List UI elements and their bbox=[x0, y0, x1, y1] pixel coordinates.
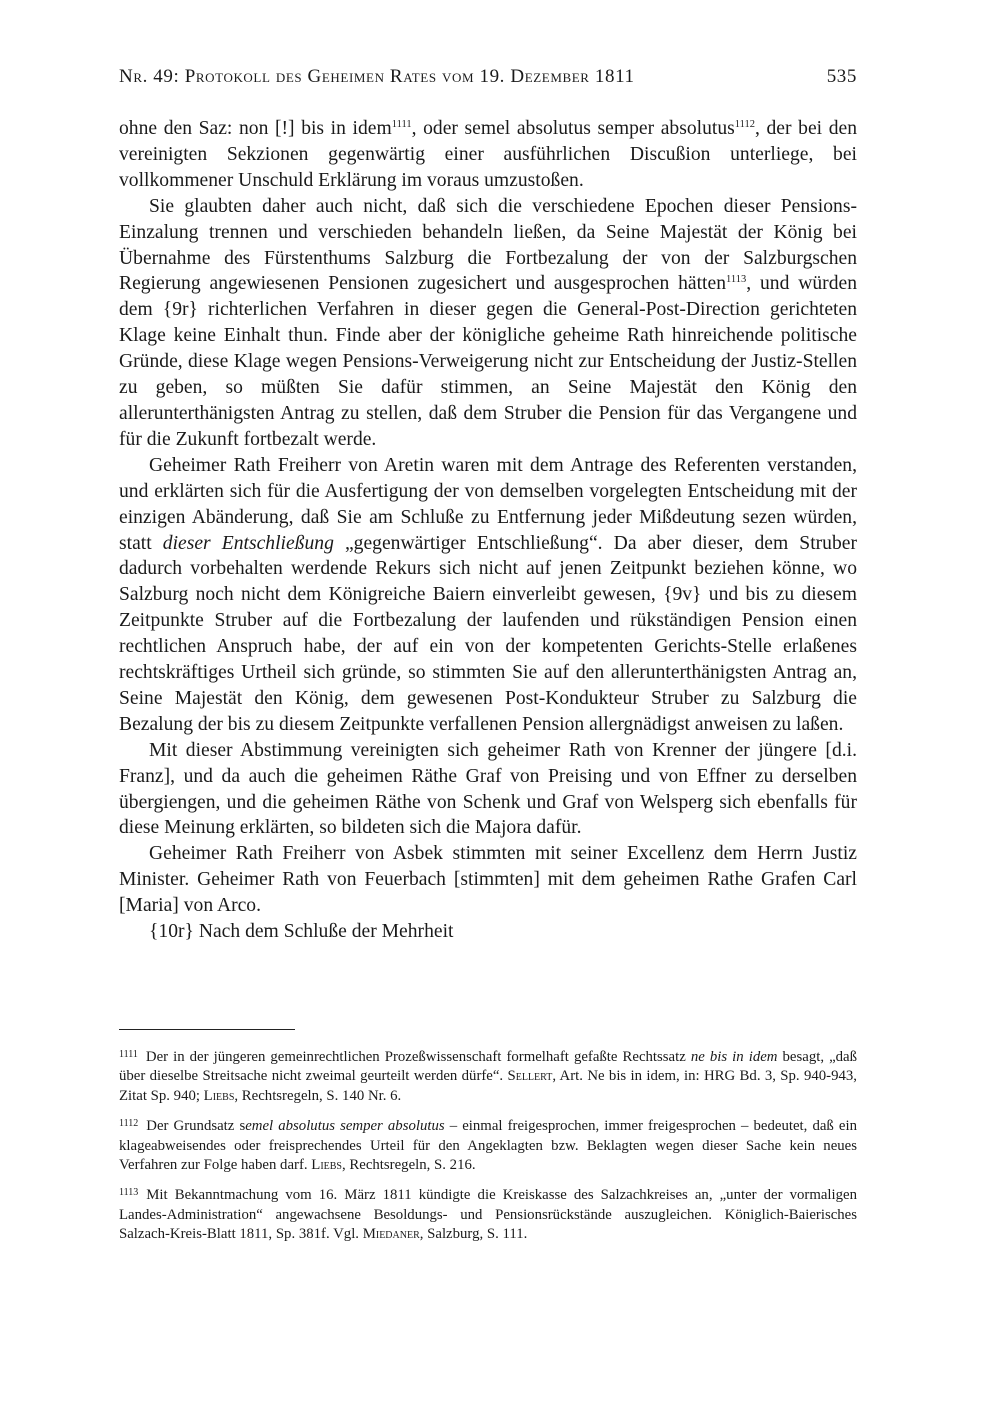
italic-term: emel absolutus semper absolutus bbox=[245, 1118, 445, 1135]
text-run: , Salzburg, S. 111. bbox=[419, 1226, 528, 1243]
author-name: Sellert bbox=[507, 1068, 553, 1085]
text-run: Der Grundsatz s bbox=[146, 1118, 246, 1135]
paragraph-5: Geheimer Rath Freiherr von Asbek stimmten mit seiner Excellenz dem Herrn Justiz Minister. Geheimer Rath von Feuerbach [stimmten] mit dem geheimen Rathe Grafen Carl [Maria] von Arco. bbox=[119, 843, 857, 917]
text-run: ohne den Saz: non [!] bis in idem bbox=[119, 118, 392, 139]
footnote-ref-1111[interactable]: 1111 bbox=[391, 119, 412, 130]
footnote-1112 bbox=[119, 1114, 857, 1175]
paragraph-1 bbox=[119, 116, 857, 194]
paragraph-6: {10r} Nach dem Schluße der Mehrheit bbox=[149, 921, 454, 943]
text-run: Der in der jüngeren gemeinrechtlichen Prozeßwissenschaft formelhaft gefaßte Rechtssatz bbox=[145, 1049, 691, 1065]
footnote-number: 1113 bbox=[119, 1187, 139, 1199]
author-name: Liebs bbox=[311, 1157, 342, 1174]
text-run: , oder semel absolutus semper absolutus bbox=[411, 118, 735, 139]
footnote-number: 1112 bbox=[119, 1118, 139, 1130]
text-run: besagt, „daß über dieselbe Streitsache nicht zweimal geurteilt werden dürfe“. bbox=[119, 1049, 857, 1085]
author-name: Liebs bbox=[203, 1087, 235, 1104]
text-run: Mit Bekanntmachung vom 16. März 1811 kündigte die Kreiskasse des Salzachkreises an, „unter der vormaligen Landes-Administration“ angewachsene Besoldungs- und Pensionsrückstände auszugleichen. Königlich-Baierisches Salzach-Kreis-Blatt 1811, Sp. 381f. Vgl. bbox=[119, 1187, 857, 1243]
footnote-divider bbox=[119, 1029, 295, 1030]
text-run: Geheimer Rath Freiherr von Aretin waren mit dem Antrage des Referenten verstanden, und erklärten sich für die Ausfertigung der von demselben vorgelegten Entscheidung mit der einzigen Abänderung, daß Sie am Schluße zu Entfernung jeder Mißdeutung sezen würden, statt bbox=[119, 454, 857, 554]
text-run: , Rechtsregeln, S. 140 Nr. 6. bbox=[234, 1087, 402, 1104]
footnote-1111 bbox=[119, 1045, 857, 1106]
page-number: 535 bbox=[826, 66, 857, 87]
running-head bbox=[119, 66, 857, 94]
text-run: , und würden dem {9r} richterlichen Verfahren in dieser gegen die General-Post-Direction gerichteten Klage keine Einhalt thun. Finde aber der königliche geheime Rath hinreichende politische Gründe, diese Klage wegen Pensions-Verweigerung nicht zur Entscheidung der Justiz-Stellen zu geben, so müßten Sie dafür stimmen, an Seine Majestät den König den allerunterthänigsten Antrag zu stellen, daß dem Struber die Pension für das Vergangene und für die Zukunft fortbezalt werde. bbox=[119, 273, 857, 450]
footnote-1113 bbox=[119, 1183, 857, 1244]
italic-quote: dieser Entschließung bbox=[162, 532, 334, 554]
text-run: Sie glaubten daher auch nicht, daß sich die verschiedene Epochen dieser Pensions-Einzalung trennen und verschieden behandeln ließen, da Seine Majestät der König bei Übernahme des Fürstenthums Salzburg die Fortbezalung der von der Salzburgschen Regierung angewiesenen Pensionen zugesichert und ausgesprochen hätten bbox=[119, 195, 857, 295]
footnote-ref-1113[interactable]: 1113 bbox=[726, 274, 747, 286]
author-name: Miedaner bbox=[362, 1226, 420, 1243]
running-title: Nr. 49: Protokoll des Geheimen Rates vom 19. Dezember 1811 bbox=[119, 66, 635, 87]
footnotes bbox=[119, 1045, 857, 1253]
footnote-ref-1112[interactable]: 1112 bbox=[734, 119, 755, 130]
paragraph-3 bbox=[119, 453, 857, 738]
text-run: „gegenwärtiger Entschließung“. Da aber dieser, dem Struber dadurch vorbehalten werdende Rekurs sich nicht auf jenen Zeitpunkt beziehen könne, wo Salzburg noch nicht dem Königreiche Baiern einverleibt gewesen, {9v} und bis zu diesem Zeitpunkte Struber auf die Fortbezalung der laufenden und rükständigen Pension einen rechtlichen Anspruch habe, der auf ein von der kompetenten Gerichts-Stelle erlaßenes rechtskräftiges Urtheil sich gründe, so stimmten Sie auf den allerunterthänigsten Antrag an, Seine Majestät den König, dem gewesenen Post-Kondukteur Struber zu Salzburg die Bezalung der bis zu diesem Zeitpunkte verfallenen Pension allergnädigst anweisen zu laßen. bbox=[119, 532, 857, 735]
text-run: , Art. Ne bis in idem, in: HRG Bd. 3, Sp. 940-943, Zitat Sp. 940; bbox=[119, 1068, 857, 1104]
text-run: – einmal freigesprochen, immer freigesprochen – bedeutet, daß ein klageabweisendes oder freisprechendes Urteil für den Angeklagten bzw. Beklagten wegen dieser Sache kein neues Verfahren zur Folge haben darf. bbox=[119, 1118, 857, 1174]
italic-term: ne bis in idem bbox=[690, 1049, 778, 1065]
text-run: , Rechtsregeln, S. 216. bbox=[342, 1157, 476, 1174]
paragraph-4: Mit dieser Abstimmung vereinigten sich geheimer Rath von Krenner der jüngere [d.i. Franz], und da auch die geheimen Räthe Graf von Preising und von Effner zu derselben übergiengen, und die geheimen Räthe von Schenk und Graf von Welsperg sich ebenfalls für diese Meinung erklärten, so bildeten sich die Majora dafür. bbox=[119, 739, 857, 839]
main-text bbox=[119, 116, 857, 945]
paragraph-2 bbox=[119, 194, 857, 453]
text-run: , der bei den vereinigten Sekzionen gegenwärtig einer ausführlichen Discußion unterliege, bei vollkommener Unschuld Erklärung im voraus umzustoßen. bbox=[119, 118, 857, 191]
footnote-number: 1111 bbox=[119, 1049, 138, 1060]
